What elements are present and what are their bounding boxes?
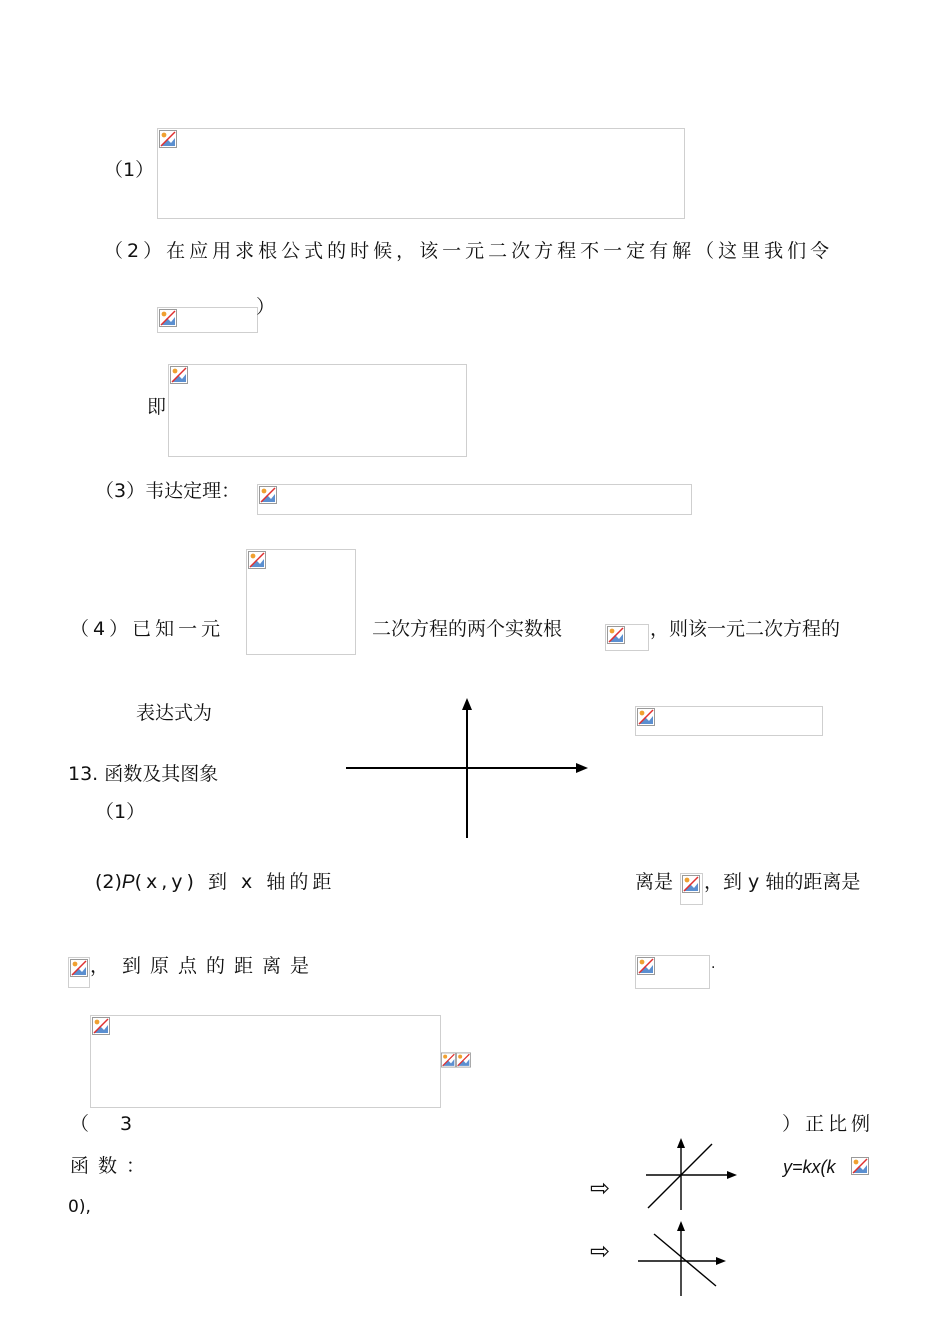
formula-image-13 (456, 1051, 471, 1071)
coordinate-axes (340, 694, 600, 844)
y-axis-arrow (462, 698, 472, 710)
broken-image-icon (456, 1051, 471, 1069)
formula-image-12 (441, 1051, 456, 1071)
item4-part3: ，则该一元二次方程的 (650, 618, 841, 640)
graph1-line (648, 1144, 712, 1208)
formula-image-11 (90, 1015, 441, 1108)
formula-image-2 (157, 307, 258, 333)
item2-text: （2）在应用求根公式的时候，该一元二次方程不一定有解（这里我们令 (104, 240, 834, 262)
sub2-right2: ，到 y 轴的距离是 (704, 871, 861, 893)
section-13-title: 13. 函数及其图象 (68, 763, 219, 785)
broken-image-icon (607, 626, 625, 644)
item4-part1: （4）已知一元 (70, 618, 225, 640)
broken-image-icon (637, 957, 655, 975)
sub2-line (95, 873, 335, 892)
sub2-next-comma: ， (90, 955, 110, 977)
graph2-y-arrow (677, 1221, 685, 1231)
broken-image-icon (159, 130, 177, 148)
broken-image-icon (248, 551, 266, 569)
graph2-x-arrow (716, 1257, 726, 1265)
sub3-formula: y=kx(k (783, 1157, 836, 1177)
item4-part2: 二次方程的两个实数根 (372, 618, 563, 640)
section-13-sub1: （1） (95, 801, 146, 823)
formula-image-9 (68, 957, 90, 988)
formula-image-10 (635, 955, 710, 989)
sub2-prefix: (2) (95, 871, 122, 893)
graph1-y-arrow (677, 1138, 685, 1148)
broken-image-icon (170, 366, 188, 384)
sub2-coords: (x,y) 到 x 轴的距 (134, 871, 336, 893)
item1-label: （1） (104, 159, 155, 181)
sub2-period: . (711, 956, 716, 972)
formula-image-3 (168, 364, 467, 457)
graph1-x-arrow (727, 1171, 737, 1179)
item2-ji: 即 (147, 396, 167, 418)
graph-negative-slope (632, 1216, 737, 1298)
broken-image-icon (682, 875, 700, 893)
formula-image-4 (257, 484, 692, 515)
formula-image-14 (851, 1157, 869, 1177)
broken-image-icon (851, 1157, 869, 1175)
formula-image-5 (246, 549, 356, 655)
graph2-line (654, 1234, 716, 1286)
broken-image-icon (159, 309, 177, 327)
x-axis-arrow (576, 763, 588, 773)
graph-positive-slope (640, 1134, 745, 1214)
broken-image-icon (259, 486, 277, 504)
broken-image-icon (637, 708, 655, 726)
right-arrow-icon: ⇨ (590, 1174, 611, 1202)
item2-close-paren: ） (256, 296, 276, 318)
sub3-open: （ (70, 1113, 90, 1135)
item4-expression-label: 表达式为 (136, 702, 213, 724)
broken-image-icon (441, 1051, 456, 1069)
sub2-right: 离是 (635, 871, 674, 893)
sub3-num: 3 (120, 1113, 133, 1135)
sub2-next: 到原点的距离是 (122, 955, 319, 977)
right-arrow-icon: ⇨ (590, 1237, 611, 1265)
sub3-zero: 0), (68, 1197, 91, 1217)
sub3-func: 函数： (70, 1155, 155, 1177)
formula-image-1 (157, 128, 685, 219)
item3-label: （3）韦达定理： (95, 480, 241, 502)
sub2-point: P (121, 872, 135, 893)
formula-image-8 (680, 873, 703, 905)
formula-image-7 (635, 706, 823, 736)
sub3-close: ）正比例 (782, 1113, 875, 1135)
broken-image-icon (92, 1017, 110, 1035)
formula-image-6 (605, 624, 649, 651)
broken-image-icon (70, 959, 88, 977)
